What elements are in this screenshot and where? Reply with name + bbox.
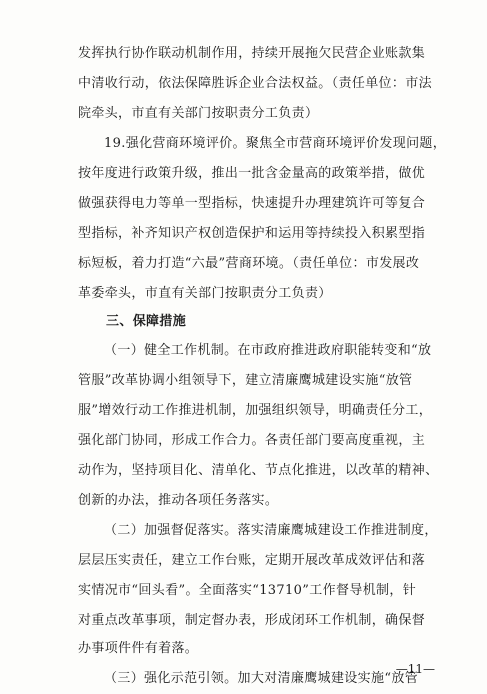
text-line: 中清收行动，依法保障胜诉企业合法权益。（责任单位：市法 <box>78 76 432 91</box>
text-line: 对重点改革事项，制定督办表，形成闭环工作机制，确保督 <box>78 613 426 628</box>
text-line: 层层压实责任，建立工作台账，定期开展改革成效评估和落 <box>78 553 426 568</box>
text-line: 院牵头，市直有关部门按职责分工负责） <box>78 106 319 121</box>
text-line: （三）强化示范引领。加大对清廉鹰城建设实施“放管 <box>104 671 419 686</box>
text-line: 强化部门协同，形成工作合力。各责任部门要高度重视，主 <box>78 433 426 448</box>
text-line: 发挥执行协作联动机制作用，持续开展拖欠民营企业账款集 <box>78 46 426 61</box>
text-line: 管服”改革协调小组领导下，建立清廉鹰城建设实施“放管 <box>78 373 413 388</box>
text-line: 办事项件件有着落。 <box>78 641 199 656</box>
section-heading: 三、保障措施 <box>106 314 187 329</box>
text-line: 按年度进行政策升级，推出一批含金量高的政策举措，做优 <box>78 166 426 181</box>
text-line: （二）加强督促落实。落实清廉鹰城建设工作推进制度， <box>104 523 438 538</box>
text-line: 动作为，坚持项目化、清单化、节点化推进，以改革的精神、 <box>78 463 439 478</box>
text-line: 型指标，补齐知识产权创造保护和运用等持续投入积累型指 <box>78 226 426 241</box>
text-line: 服”增效行动工作推进机制，加强组织领导，明确责任分工， <box>78 403 433 418</box>
text-line: 实情况市“回头看”。全面落实“13710”工作督导机制，针 <box>78 583 417 598</box>
text-line: 标短板，着力打造“六最”营商环境。（责任单位：市发展改 <box>78 256 420 271</box>
text-line: 做强获得电力等单一型指标，快速提升办理建筑许可等复合 <box>78 196 426 211</box>
text-line: 革委牵头，市直有关部门按职责分工负责） <box>78 286 332 301</box>
text-line: 19.强化营商环境评价。聚焦全市营商环境评价发现问题， <box>104 136 447 151</box>
text-line: （一）健全工作机制。在市政府推进政府职能转变和“放 <box>104 343 432 358</box>
page-number: —11— <box>395 662 435 676</box>
text-line: 创新的办法，推动各项任务落实。 <box>78 493 279 508</box>
